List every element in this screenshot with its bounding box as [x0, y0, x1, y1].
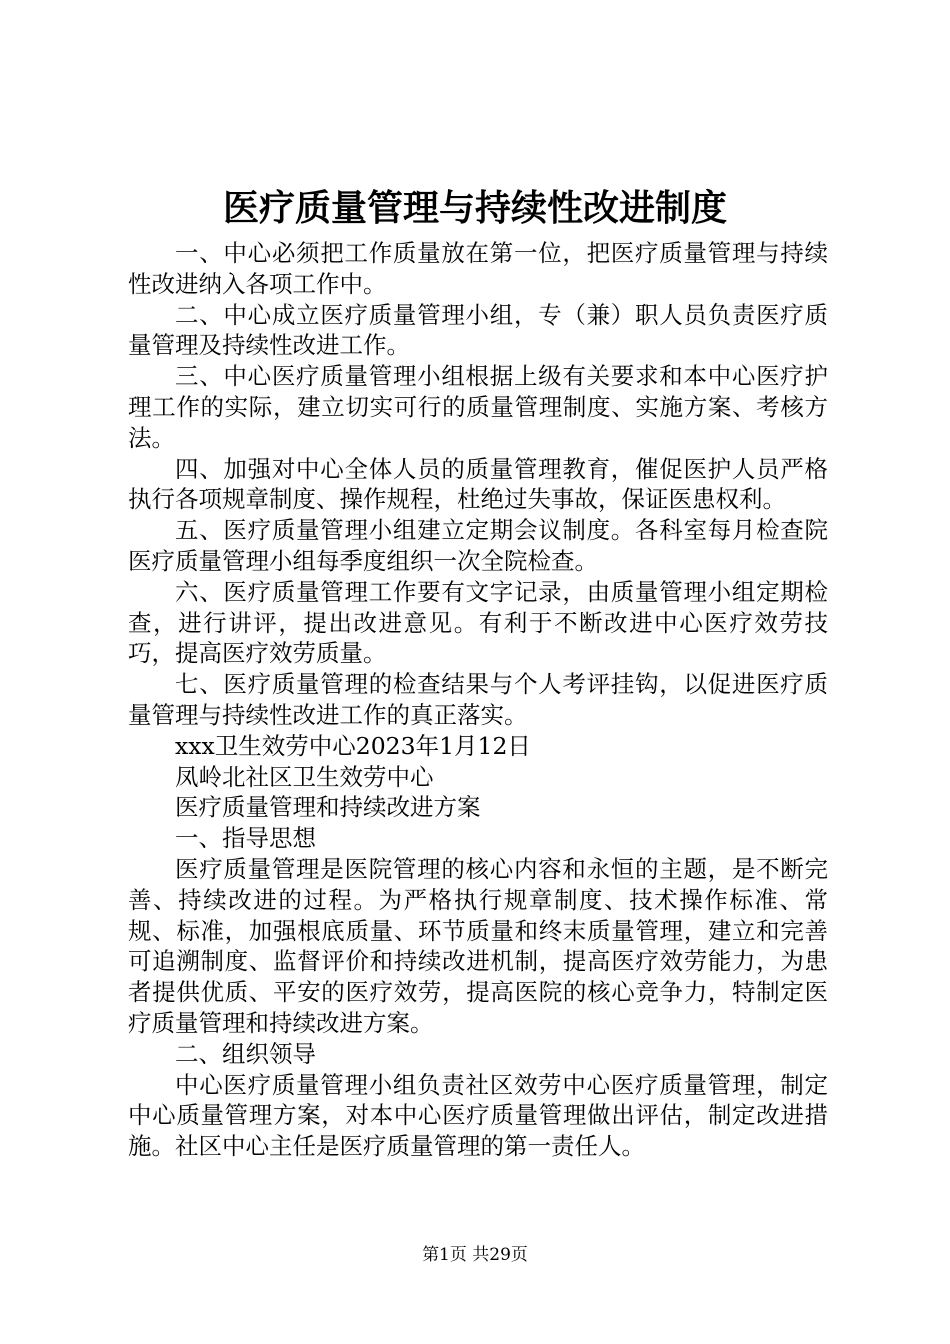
document-title: 医疗质量管理与持续性改进制度: [222, 187, 727, 229]
paragraph: 五、医疗质量管理小组建立定期会议制度。各科室每月检查院医疗质量管理小组每季度组织一次全院检查。: [128, 516, 828, 575]
paragraph: 中心医疗质量管理小组负责社区效劳中心医疗质量管理，制定中心质量管理方案，对本中心医疗质量管理做出评估，制定改进措施。社区中心主任是医疗质量管理的第一责任人。: [128, 1070, 828, 1161]
page-number: 第1页 共29页: [422, 1245, 528, 1265]
paragraph: 四、加强对中心全体人员的质量管理教育，催促医护人员严格执行各项规章制度、操作规程，杜绝过失事故，保证医患权利。: [128, 454, 828, 514]
paragraph: 二、中心成立医疗质量管理小组，专（兼）职人员负责医疗质量管理及持续性改进工作。: [128, 300, 828, 360]
section-heading: 一、指导思想: [175, 824, 316, 853]
paragraph: 一、中心必须把工作质量放在第一位，把医疗质量管理与持续性改进纳入各项工作中。: [128, 239, 828, 298]
paragraph: 六、医疗质量管理工作要有文字记录，由质量管理小组定期检查，进行讲评，提出改进意见。有利于不断改进中心医疗效劳技巧，提高医疗效劳质量。: [128, 577, 828, 668]
paragraph: 七、医疗质量管理的检查结果与个人考评挂钩，以促进医疗质量管理与持续性改进工作的真正落实。: [128, 670, 828, 729]
section-heading: 二、组织领导: [175, 1039, 316, 1068]
paragraph: 三、中心医疗质量管理小组根据上级有关要求和本中心医疗护理工作的实际，建立切实可行的质量管理制度、实施方案、考核方法。: [128, 362, 828, 452]
section-title: 医疗质量管理和持续改进方案: [175, 793, 481, 822]
signature-date-line: xxx卫生效劳中心2023年1月12日: [175, 731, 531, 760]
document-body: [128, 238, 828, 1162]
organization-line: 凤岭北社区卫生效劳中心: [175, 762, 434, 791]
paragraph: 医疗质量管理是医院管理的核心内容和永恒的主题，是不断完善、持续改进的过程。为严格执行规章制度、技术操作标准、常规、标准，加强根底质量、环节质量和终末质量管理，建立和完善可追溯制度、监督评价和持续改进机制，提高医疗效劳能力，为患者提供优质、平安的医疗效劳，提高医院的核心竞争力，特制定医疗质量管理和持续改进方案。: [128, 854, 828, 1037]
